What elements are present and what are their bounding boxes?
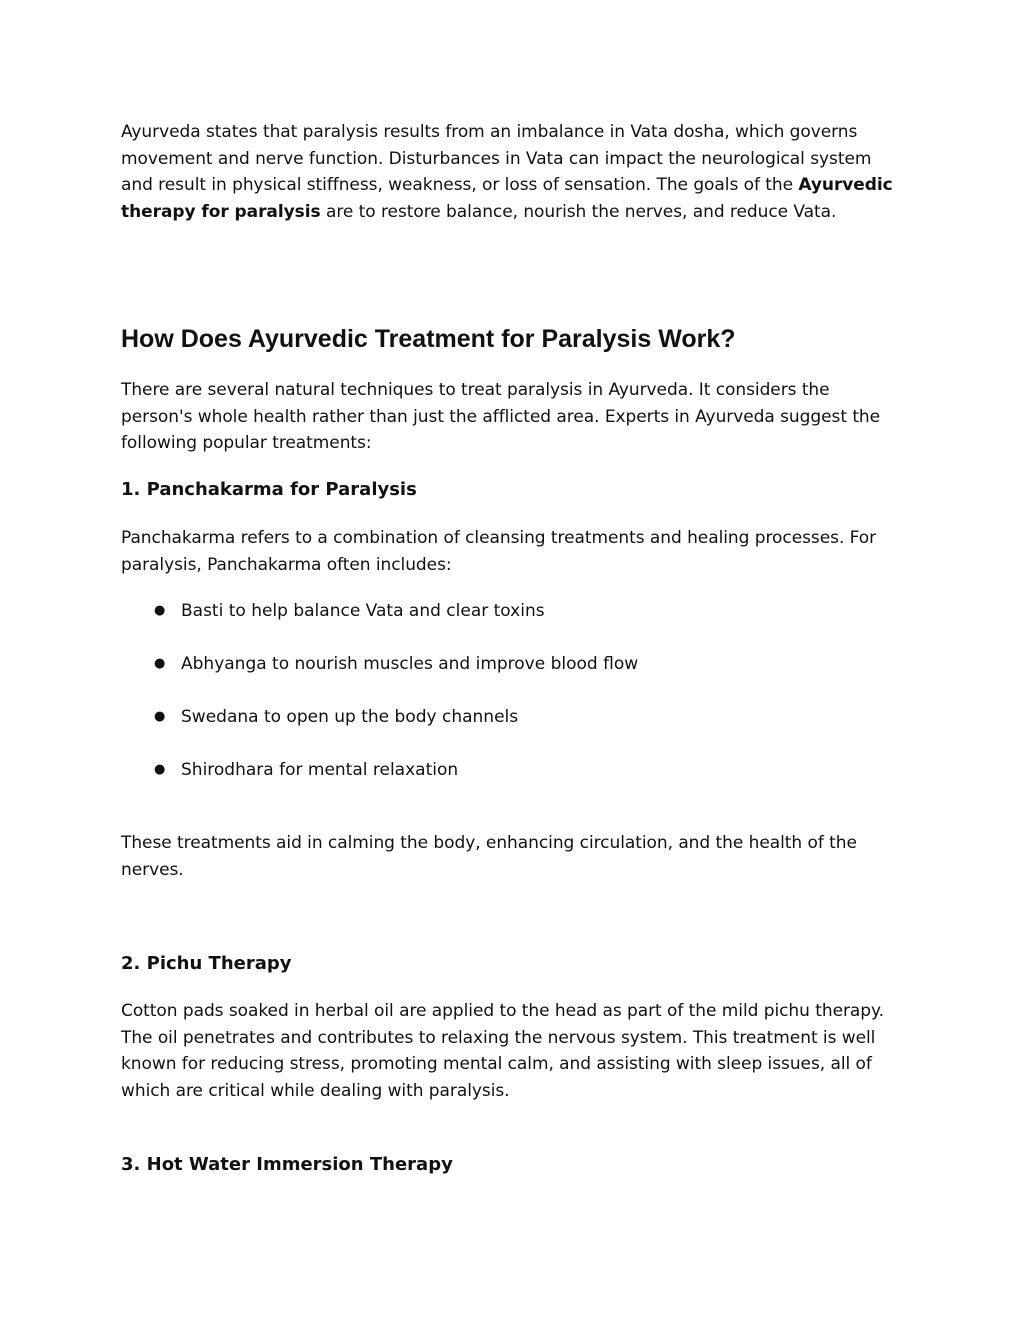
heading-intro-paragraph: There are several natural techniques to treat paralysis in Ayurveda. It considers the person's whole health rather than just the afflicted area. Experts in Ayurveda suggest the following popular treatments: bbox=[121, 380, 881, 453]
section1-closing-paragraph: These treatments aid in calming the body, enhancing circulation, and the health of the nerves. bbox=[121, 833, 857, 880]
section3-title-block bbox=[121, 1153, 901, 1177]
intro-bold-phrase: Ayurvedic therapy for paralysis bbox=[121, 175, 893, 222]
section2-paragraph: Cotton pads soaked in herbal oil are applied to the head as part of the mild pichu therapy. The oil penetrates and contributes to relaxing the nervous system. This treatment is well known for reducing stress, promoting mental calm, and assisting with sleep issues, all of which are critical while dealing with paralysis. bbox=[121, 1001, 884, 1101]
intro-paragraph bbox=[121, 119, 901, 225]
bullet-icon: ● bbox=[154, 656, 166, 671]
section1-paragraph-block bbox=[121, 525, 901, 578]
list-item-text: Abhyanga to nourish muscles and improve blood flow bbox=[181, 654, 639, 674]
heading-intro-block bbox=[121, 377, 901, 457]
main-heading-block bbox=[121, 324, 901, 354]
section2-title: 2. Pichu Therapy bbox=[121, 953, 292, 974]
section1-title-block bbox=[121, 478, 901, 502]
section2-paragraph-block bbox=[121, 998, 901, 1104]
list-item-text: Basti to help balance Vata and clear toxins bbox=[181, 601, 545, 621]
list-item-text: Shirodhara for mental relaxation bbox=[181, 760, 459, 780]
main-heading: How Does Ayurvedic Treatment for Paralysis Work? bbox=[121, 325, 736, 353]
section3-title: 3. Hot Water Immersion Therapy bbox=[121, 1154, 453, 1175]
bullet-icon: ● bbox=[154, 603, 166, 618]
list-item-text: Swedana to open up the body channels bbox=[181, 707, 519, 727]
section1-closing-block bbox=[121, 830, 901, 883]
intro-paragraph-block bbox=[121, 119, 901, 225]
bullet-icon: ● bbox=[154, 762, 166, 777]
intro-text-start: Ayurveda states that paralysis results from an imbalance in Vata dosha, which governs movement and nerve function. Disturbances in Vata can impact the neurological system and result in physical stiffness, weakness, or loss of sensation. The goals of the bbox=[121, 122, 872, 195]
section1-paragraph: Panchakarma refers to a combination of cleansing treatments and healing processes. For paralysis, Panchakarma often includes: bbox=[121, 528, 877, 575]
bullet-icon: ● bbox=[154, 709, 166, 724]
section2-title-block bbox=[121, 952, 901, 976]
intro-text-end: are to restore balance, nourish the nerves, and reduce Vata. bbox=[320, 201, 837, 222]
section1-title: 1. Panchakarma for Paralysis bbox=[121, 479, 417, 500]
